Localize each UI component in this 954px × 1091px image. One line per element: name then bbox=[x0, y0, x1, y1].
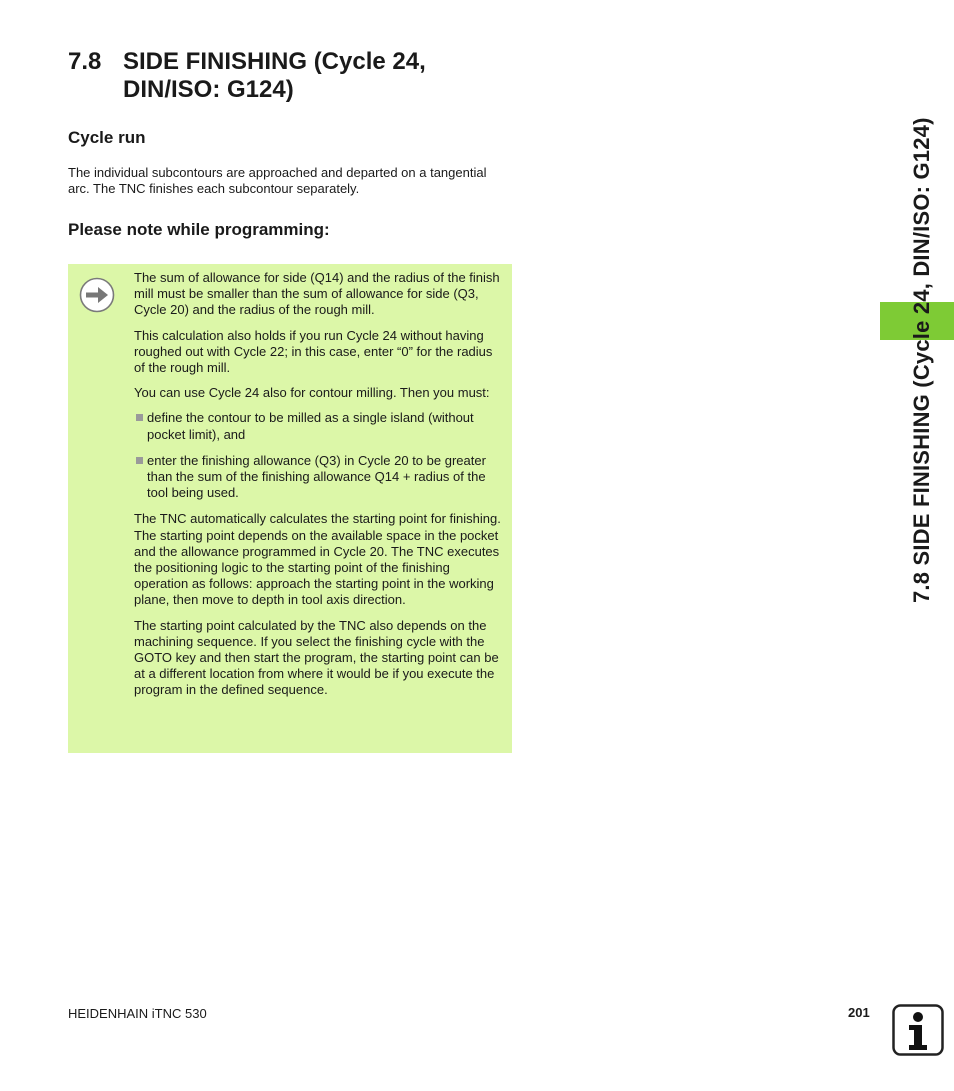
list-item bbox=[134, 410, 504, 442]
note-paragraph: This calculation also holds if you run Cycle 24 without having roughed out with Cycle 22; in this case, enter “0” for the radius of the rough mill. bbox=[134, 327, 493, 376]
arrow-right-icon bbox=[79, 277, 115, 313]
note-text bbox=[134, 270, 504, 708]
side-running-title: 7.8 SIDE FINISHING (Cycle 24, DIN/ISO: G124) bbox=[909, 117, 934, 603]
list-item bbox=[134, 453, 504, 502]
square-bullet-icon bbox=[136, 457, 143, 464]
programming-notes-heading: Please note while programming: bbox=[68, 220, 330, 239]
list-item-text: enter the finishing allowance (Q3) in Cycle 20 to be greater than the sum of the finishing allowance Q14 + radius of the tool being used. bbox=[147, 452, 486, 501]
note-paragraph: The TNC automatically calculates the starting point for finishing. The starting point depends on the available space in the pocket and the allowance programmed in Cycle 20. The TNC executes the positioning logic to the starting point of the finishing operation as follows: approach the starting point in the working plane, then move to depth in tool axis direction. bbox=[134, 511, 501, 608]
note-paragraph: The starting point calculated by the TNC also depends on the machining sequence. If you select the finishing cycle with the GOTO key and then start the program, the starting point can be at a different location from where it would be if you execute the program in the defined sequence. bbox=[134, 617, 499, 698]
square-bullet-icon bbox=[136, 414, 143, 421]
footer-product-name: HEIDENHAIN iTNC 530 bbox=[68, 1006, 207, 1021]
page-number: 201 bbox=[848, 1005, 870, 1020]
list-item-text: define the contour to be milled as a single island (without pocket limit), and bbox=[147, 410, 474, 442]
section-number: 7.8 bbox=[68, 48, 102, 75]
info-icon bbox=[892, 1004, 944, 1056]
note-bullet-list bbox=[134, 410, 504, 501]
note-paragraph: The sum of allowance for side (Q14) and the radius of the finish mill must be smaller than the sum of allowance for side (Q3, Cycle 20) and the radius of the rough mill. bbox=[134, 270, 500, 318]
page-title: SIDE FINISHING (Cycle 24, DIN/ISO: G124) bbox=[123, 48, 426, 103]
note-box bbox=[68, 264, 512, 753]
cycle-run-heading: Cycle run bbox=[68, 128, 146, 147]
cycle-run-text: The individual subcontours are approached and departed on a tangential arc. The TNC finishes each subcontour separately. bbox=[68, 165, 487, 196]
note-paragraph: You can use Cycle 24 also for contour milling. Then you must: bbox=[134, 385, 490, 401]
